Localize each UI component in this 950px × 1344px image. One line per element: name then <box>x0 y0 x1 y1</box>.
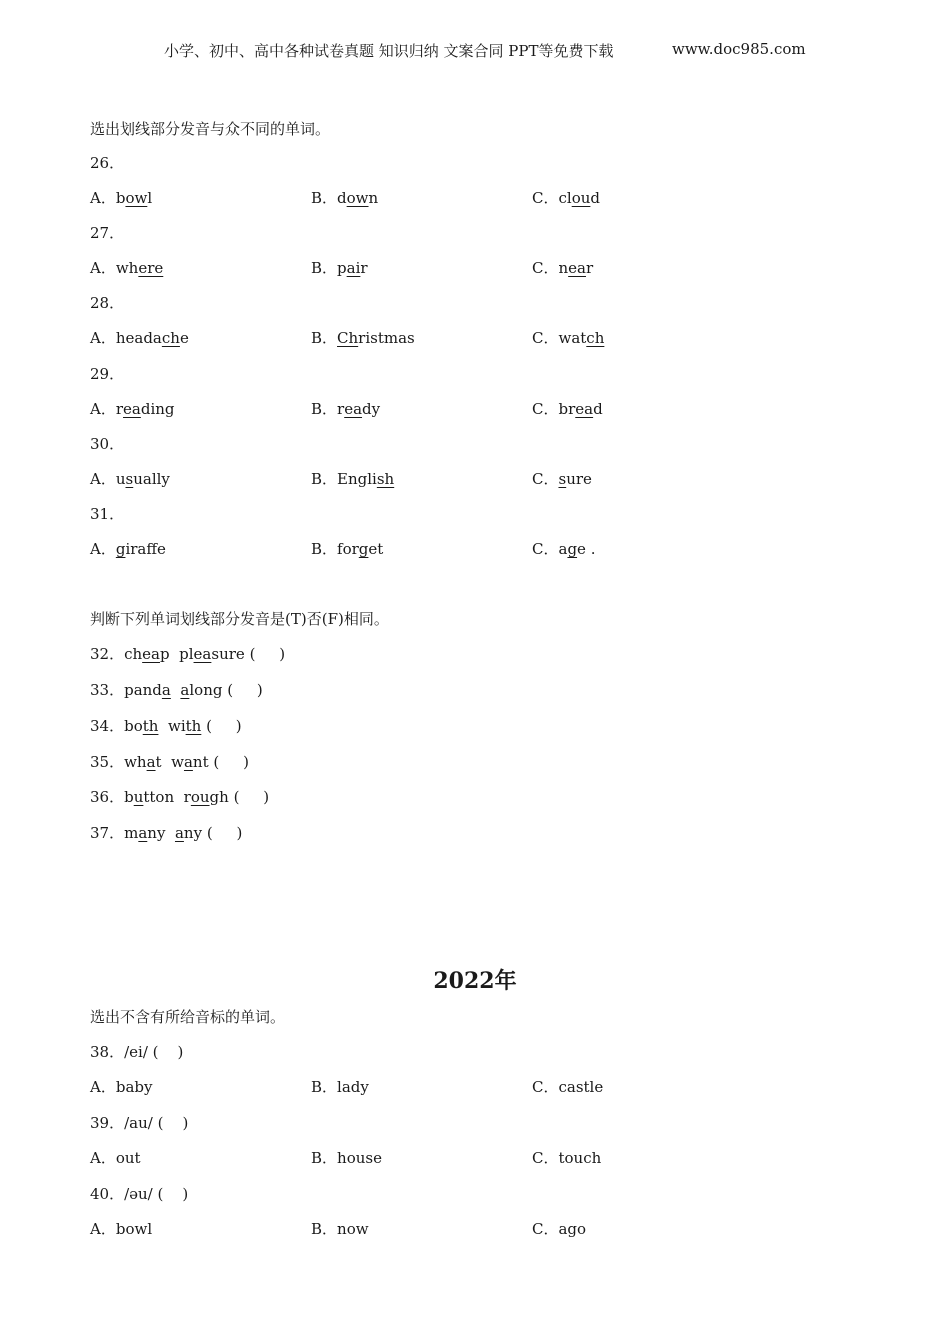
option-a: A．reading <box>90 400 175 418</box>
option-b: B．down <box>311 189 379 207</box>
answer-blank[interactable]: ( ) <box>206 824 243 842</box>
phonetic-question: 39．/au/ ( ) <box>90 1114 189 1132</box>
true-false-item: 35．what want ( ) <box>90 753 249 771</box>
option-c: C．bread <box>532 400 603 418</box>
answer-blank[interactable]: ( ) <box>227 681 263 699</box>
question-number: 26． <box>90 154 125 172</box>
option-a: A．usually <box>90 470 170 488</box>
section3-instruction: 选出不含有所给音标的单词。 <box>90 1008 286 1026</box>
option-b: B．lady <box>311 1078 369 1096</box>
option-c: C．watch <box>532 329 605 347</box>
question-number: 29． <box>90 365 125 383</box>
option-a: A．giraffe <box>90 540 166 558</box>
option-b: B．forget <box>311 540 384 558</box>
true-false-item: 34．both with ( ) <box>90 717 242 735</box>
header-slogan: 小学、初中、高中各种试卷真题 知识归纳 文案合同 PPT等免费下载 <box>164 42 614 60</box>
option-b: B．ready <box>311 400 381 418</box>
answer-blank[interactable]: ( ) <box>233 788 270 806</box>
true-false-item: 33．panda along ( ) <box>90 681 263 699</box>
question-number: 27． <box>90 224 125 242</box>
answer-blank[interactable]: ( ) <box>213 753 249 771</box>
question-number: 30． <box>90 435 125 453</box>
header-url[interactable]: www.doc985.com <box>672 40 806 58</box>
option-c: C．sure <box>532 470 592 488</box>
option-c: C．touch <box>532 1149 602 1167</box>
option-a: A．out <box>90 1149 141 1167</box>
answer-blank[interactable]: ( ) <box>249 645 286 663</box>
question-number: 31． <box>90 505 125 523</box>
option-a: A．baby <box>90 1078 153 1096</box>
option-b: B．pair <box>311 259 368 277</box>
option-a: A．bowl <box>90 189 153 207</box>
true-false-item: 37．many any ( ) <box>90 824 243 842</box>
option-a: A．where <box>90 259 164 277</box>
option-a: A．headache <box>90 329 189 347</box>
section2-instruction: 判断下列单词划线部分发音是(T)否(F)相同。 <box>90 610 389 628</box>
phonetic-question: 40．/əu/ ( ) <box>90 1185 189 1203</box>
option-b: B．English <box>311 470 395 488</box>
year-heading: 2022年 <box>433 968 517 994</box>
option-c: C．castle <box>532 1078 604 1096</box>
option-b: B．Christmas <box>311 329 415 347</box>
option-c: C．age . <box>532 540 596 558</box>
answer-blank[interactable]: ( ) <box>206 717 242 735</box>
true-false-item: 36．button rough ( ) <box>90 788 270 806</box>
question-number: 28． <box>90 294 125 312</box>
option-b: B．now <box>311 1220 369 1238</box>
option-b: B．house <box>311 1149 382 1167</box>
option-a: A．bowl <box>90 1220 153 1238</box>
section1-instruction: 选出划线部分发音与众不同的单词。 <box>90 120 331 138</box>
option-c: C．cloud <box>532 189 600 207</box>
option-c: C．ago <box>532 1220 587 1238</box>
option-c: C．near <box>532 259 594 277</box>
phonetic-question: 38．/ei/ ( ) <box>90 1043 184 1061</box>
true-false-item: 32．cheap pleasure ( ) <box>90 645 286 663</box>
